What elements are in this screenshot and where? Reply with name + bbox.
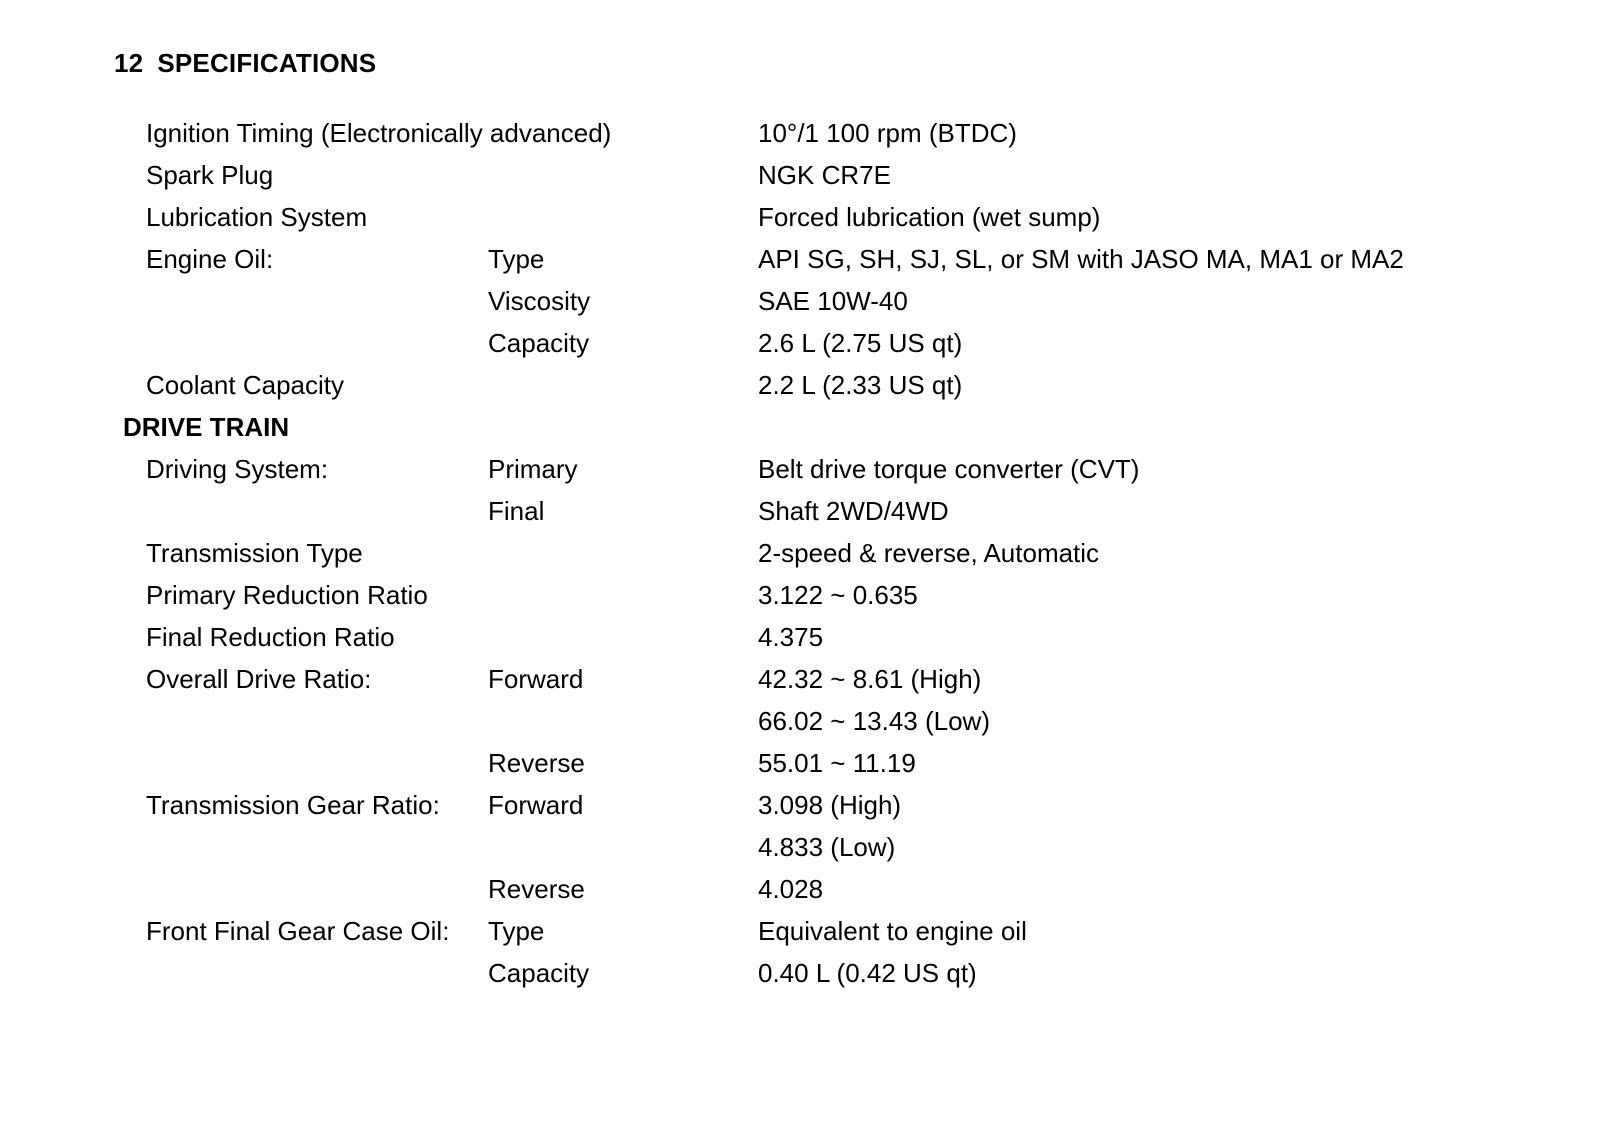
spec-value: Equivalent to engine oil bbox=[758, 916, 1027, 946]
spec-value: API SG, SH, SJ, SL, or SM with JASO MA, MA1 or MA2 bbox=[758, 244, 1404, 274]
spec-value: NGK CR7E bbox=[758, 160, 891, 190]
spec-label: Spark Plug bbox=[146, 160, 274, 190]
spec-sublabel: Final bbox=[488, 496, 545, 526]
spec-label: Final Reduction Ratio bbox=[146, 622, 395, 652]
spec-sublabel: Type bbox=[488, 244, 545, 274]
spec-value: 4.028 bbox=[758, 874, 824, 904]
spec-row bbox=[0, 784, 1600, 826]
spec-row bbox=[0, 868, 1600, 910]
spec-value: 0.40 L (0.42 US qt) bbox=[758, 958, 977, 988]
spec-label: Transmission Gear Ratio: bbox=[146, 790, 440, 820]
spec-value: Shaft 2WD/4WD bbox=[758, 496, 949, 526]
spec-sublabel: Viscosity bbox=[488, 286, 591, 316]
spec-row bbox=[0, 196, 1600, 238]
spec-row bbox=[0, 616, 1600, 658]
spec-list bbox=[0, 112, 1600, 994]
spec-row bbox=[0, 574, 1600, 616]
spec-row bbox=[0, 826, 1600, 868]
spec-row bbox=[0, 322, 1600, 364]
spec-value: 3.122 ~ 0.635 bbox=[758, 580, 918, 610]
section-heading-row bbox=[0, 406, 1600, 448]
spec-row bbox=[0, 154, 1600, 196]
spec-sublabel: Type bbox=[488, 916, 545, 946]
spec-sublabel: Capacity bbox=[488, 328, 590, 358]
spec-value: Belt drive torque converter (CVT) bbox=[758, 454, 1140, 484]
spec-value: 2.2 L (2.33 US qt) bbox=[758, 370, 963, 400]
spec-row bbox=[0, 448, 1600, 490]
spec-label: Overall Drive Ratio: bbox=[146, 664, 372, 694]
spec-label: Engine Oil: bbox=[146, 244, 274, 274]
spec-label: Ignition Timing (Electronically advanced) bbox=[146, 118, 612, 148]
spec-row bbox=[0, 280, 1600, 322]
page-number: 12 bbox=[114, 48, 144, 78]
spec-row bbox=[0, 700, 1600, 742]
page-header bbox=[114, 48, 376, 79]
spec-label: Driving System: bbox=[146, 454, 329, 484]
spec-row bbox=[0, 364, 1600, 406]
spec-sublabel: Reverse bbox=[488, 874, 585, 904]
spec-row bbox=[0, 742, 1600, 784]
spec-value: 4.833 (Low) bbox=[758, 832, 896, 862]
spec-sublabel: Forward bbox=[488, 664, 584, 694]
spec-label: Lubrication System bbox=[146, 202, 368, 232]
spec-row bbox=[0, 532, 1600, 574]
spec-row bbox=[0, 658, 1600, 700]
spec-value: 2.6 L (2.75 US qt) bbox=[758, 328, 963, 358]
spec-label: Transmission Type bbox=[146, 538, 363, 568]
spec-value: 66.02 ~ 13.43 (Low) bbox=[758, 706, 990, 736]
spec-label: Coolant Capacity bbox=[146, 370, 344, 400]
spec-label: Front Final Gear Case Oil: bbox=[146, 916, 450, 946]
spec-sublabel: Reverse bbox=[488, 748, 585, 778]
spec-sublabel: Primary bbox=[488, 454, 578, 484]
spec-value: 10°/1 100 rpm (BTDC) bbox=[758, 118, 1017, 148]
page-title: SPECIFICATIONS bbox=[157, 48, 377, 78]
spec-label: Primary Reduction Ratio bbox=[146, 580, 428, 610]
spec-row bbox=[0, 910, 1600, 952]
spec-value: 4.375 bbox=[758, 622, 824, 652]
spec-value: 55.01 ~ 11.19 bbox=[758, 748, 916, 778]
spec-value: 2-speed & reverse, Automatic bbox=[758, 538, 1100, 568]
spec-row bbox=[0, 112, 1600, 154]
spec-value: 3.098 (High) bbox=[758, 790, 902, 820]
spec-row bbox=[0, 238, 1600, 280]
section-title: DRIVE TRAIN bbox=[123, 412, 290, 442]
spec-row bbox=[0, 952, 1600, 994]
spec-sublabel: Forward bbox=[488, 790, 584, 820]
spec-value: SAE 10W-40 bbox=[758, 286, 908, 316]
spec-value: 42.32 ~ 8.61 (High) bbox=[758, 664, 982, 694]
spec-sublabel: Capacity bbox=[488, 958, 590, 988]
spec-value: Forced lubrication (wet sump) bbox=[758, 202, 1101, 232]
spec-row bbox=[0, 490, 1600, 532]
